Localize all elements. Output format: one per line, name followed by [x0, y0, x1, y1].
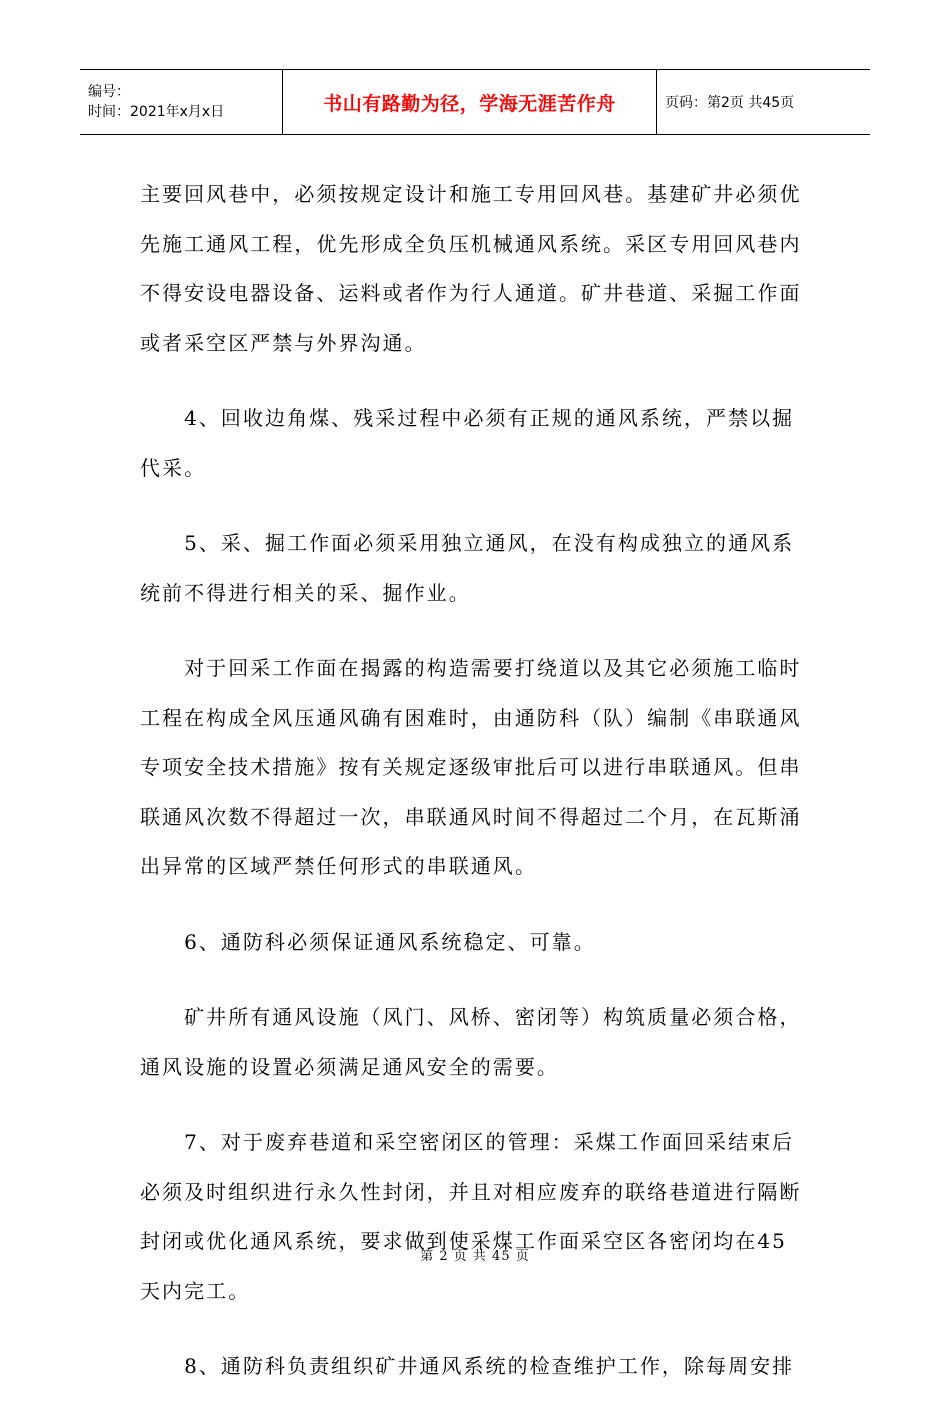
text-line: 天内完工。 — [140, 1278, 251, 1303]
body-paragraph — [140, 644, 816, 892]
document-date-label: 时间：2021年x月x日 — [88, 104, 225, 120]
text-line: 工程在构成全风压通风确有困难时，由通防科（队）编制《串联通风 — [140, 705, 802, 730]
text-line: 联通风次数不得超过一次，串联通风时间不得超过二个月，在瓦斯涌 — [140, 804, 802, 829]
header-meta — [80, 70, 283, 134]
text-line: 专项安全技术措施》按有关规定逐级审批后可以进行串联通风。但串 — [140, 755, 802, 779]
body-paragraph — [140, 993, 816, 1092]
header-motto-cell — [283, 70, 657, 134]
text-line: 通风设施的设置必须满足通风安全的需要。 — [140, 1054, 559, 1079]
text-line: 8、通防科负责组织矿井通风系统的检查维护工作，除每周安排 — [140, 1354, 795, 1378]
text-line: 不得安设电器设备、运料或者作为行人通道。矿井巷道、采掘工作面 — [140, 281, 802, 305]
text-line: 必须及时组织进行永久性封闭，并且对相应废弃的联络巷道进行隔断 — [140, 1179, 802, 1204]
document-number-label: 编号： — [88, 84, 130, 100]
text-line: 6、通防科必须保证通风系统稳定、可靠。 — [140, 929, 596, 954]
text-line: 5、采、掘工作面必须采用独立通风，在没有构成独立的通风系 — [140, 531, 795, 555]
body-paragraph — [140, 170, 816, 368]
text-line: 对于回采工作面在揭露的构造需要打绕道以及其它必须施工临时 — [140, 656, 802, 680]
page-footer: 第 2 页 共 45 页 — [420, 1249, 530, 1264]
text-line: 代采。 — [140, 455, 207, 480]
text-line: 封闭或优化通风系统，要求做到使采煤工作面采空区各密闭均在45 — [140, 1229, 787, 1253]
text-line: 矿井所有通风设施（风门、风桥、密闭等）构筑质量必须合格， — [140, 1005, 802, 1029]
text-line: 4、回收边角煤、残采过程中必须有正规的通风系统，严禁以掘 — [140, 406, 795, 430]
text-line: 出异常的区域严禁任何形式的串联通风。 — [140, 854, 537, 878]
header-motto: 书山有路勤为径，学海无涯苦作舟 — [323, 92, 616, 115]
header-page-info-cell — [657, 70, 870, 134]
document-body — [140, 170, 816, 1418]
body-paragraph — [140, 1118, 816, 1316]
text-line: 先施工通风工程，优先形成全负压机械通风系统。采区专用回风巷内 — [140, 231, 802, 256]
body-paragraph — [140, 394, 816, 493]
text-line: 主要回风巷中，必须按规定设计和施工专用回风巷。基建矿井必须优 — [140, 182, 802, 206]
body-paragraph — [140, 1342, 816, 1392]
text-line: 7、对于废弃巷道和采空密闭区的管理：采煤工作面回采结束后 — [140, 1130, 795, 1154]
body-paragraph — [140, 519, 816, 618]
header-page-info: 页码：第2页 共45页 — [665, 95, 795, 111]
page-header — [80, 69, 870, 135]
text-line: 或者采空区严禁与外界沟通。 — [140, 330, 427, 355]
body-paragraph — [140, 918, 816, 968]
text-line: 统前不得进行相关的采、掘作业。 — [140, 580, 471, 605]
